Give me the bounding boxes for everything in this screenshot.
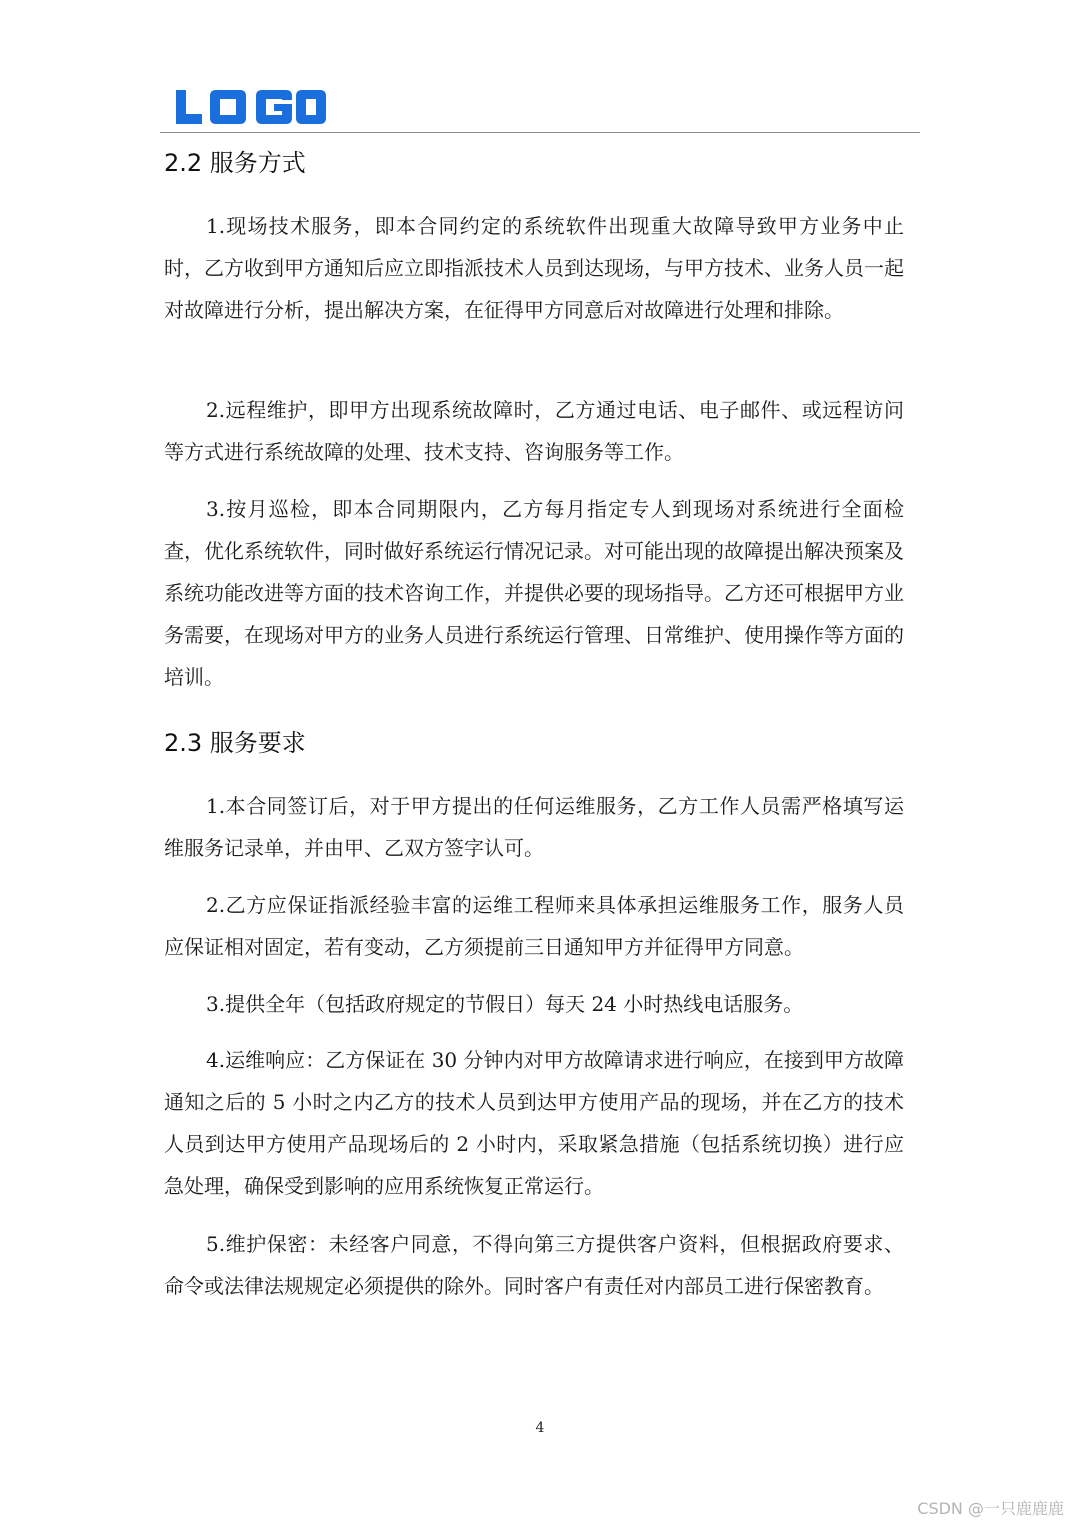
paragraph-2-3-5: 5.维护保密：未经客户同意，不得向第三方提供客户资料，但根据政府要求、命令或法律法规规定必须提供的除外。同时客户有责任对内部员工进行保密教育。 bbox=[164, 1232, 904, 1298]
page-number: 4 bbox=[535, 1420, 545, 1436]
paragraph-2-3-4: 4.运维响应：乙方保证在 30 分钟内对甲方故障请求进行响应，在接到甲方故障通知之后的 5 小时之内乙方的技术人员到达甲方使用产品的现场，并在乙方的技术人员到达甲方使用产品现场后的 2 小时内，采取紧急措施（包括系统切换）进行应急处理，确保受到影响的应用系统恢复正常运行。 bbox=[164, 1048, 904, 1198]
watermark: CSDN @一只鹿鹿鹿 bbox=[917, 1499, 1064, 1518]
paragraph-2-2-2: 2.远程维护，即甲方出现系统故障时，乙方通过电话、电子邮件、或远程访问等方式进行系统故障的处理、技术支持、咨询服务等工作。 bbox=[164, 398, 904, 464]
section-heading-2-2: 2.2 服务方式 bbox=[164, 149, 306, 177]
section-heading-2-3: 2.3 服务要求 bbox=[164, 729, 306, 757]
paragraph-2-3-2: 2.乙方应保证指派经验丰富的运维工程师来具体承担运维服务工作，服务人员应保证相对固定，若有变动，乙方须提前三日通知甲方并征得甲方同意。 bbox=[164, 893, 904, 959]
paragraph-2-2-3: 3.按月巡检，即本合同期限内，乙方每月指定专人到现场对系统进行全面检查，优化系统软件，同时做好系统运行情况记录。对可能出现的故障提出解决预案及系统功能改进等方面的技术咨询工作，并提供必要的现场指导。乙方还可根据甲方业务需要，在现场对甲方的业务人员进行系统运行管理、日常维护、使用操作等方面的培训。 bbox=[164, 497, 904, 689]
header-divider bbox=[160, 132, 920, 133]
paragraph-2-3-1: 1.本合同签订后，对于甲方提出的任何运维服务，乙方工作人员需严格填写运维服务记录单，并由甲、乙双方签字认可。 bbox=[164, 794, 904, 860]
paragraph-2-3-3: 3.提供全年（包括政府规定的节假日）每天 24 小时热线电话服务。 bbox=[206, 992, 804, 1016]
paragraph-2-2-1: 1.现场技术服务，即本合同约定的系统软件出现重大故障导致甲方业务中止时，乙方收到甲方通知后应立即指派技术人员到达现场，与甲方技术、业务人员一起对故障进行分析，提出解决方案，在征得甲方同意后对故障进行处理和排除。 bbox=[164, 214, 904, 322]
logo bbox=[176, 86, 326, 128]
